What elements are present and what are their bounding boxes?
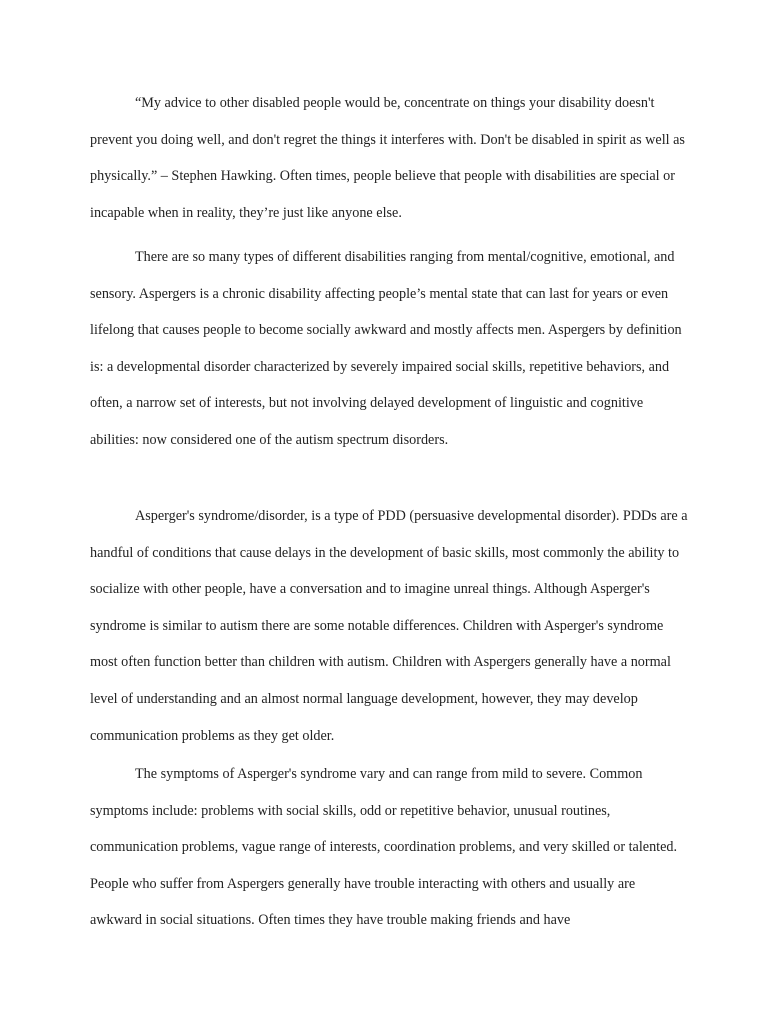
- paragraph-aspergers-pdd: Asperger's syndrome/disorder, is a type of PDD (persuasive developmental disorder). PDDs are a handful of conditions that cause delays in the development of basic skills, most commonly the ability to socialize with other people, have a conversation and to imagine unreal things. Although Asperger's syndrome is similar to autism there are some notable differences. Children with Asperger's syndrome most often function better than children with autism. Children with Aspergers generally have a normal level of understanding and an almost normal language development, however, they may develop communication problems as they get older.: [90, 508, 688, 744]
- paragraph-hawking-quote: “My advice to other disabled people would be, concentrate on things your disability doesn't prevent you doing well, and don't regret the things it interferes with. Don't be disabled in spirit as well as physically.” – Stephen Hawking. Often times, people believe that people with disabilities are special or incapable when in reality, they’re just like anyone else.: [90, 95, 685, 221]
- paragraph-disability-types: There are so many types of different disabilities ranging from mental/cognitive, emotional, and sensory. Aspergers is a chronic disability affecting people’s mental state that can last for years or even lifelong that causes people to become socially awkward and mostly affects men. Aspergers by definition is: a developmental disorder characterized by severely impaired social skills, repetitive behaviors, and often, a narrow set of interests, but not involving delayed development of linguistic and cognitive abilities: now considered one of the autism spectrum disorders.: [90, 249, 682, 448]
- paragraph-aspergers-symptoms: The symptoms of Asperger's syndrome vary and can range from mild to severe. Common symptoms include: problems with social skills, odd or repetitive behavior, unusual routines, communication problems, vague range of interests, coordination problems, and very skilled or talented. People who suffer from Aspergers generally have trouble interacting with others and usually are awkward in social situations. Often times they have trouble making friends and have: [90, 766, 678, 929]
